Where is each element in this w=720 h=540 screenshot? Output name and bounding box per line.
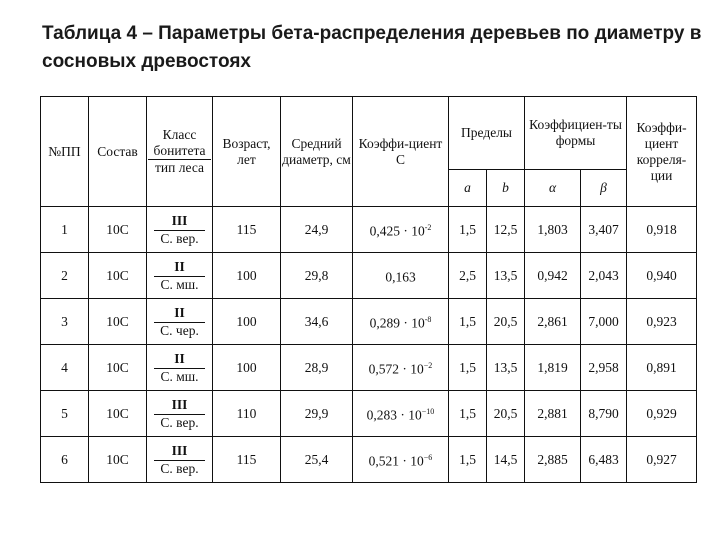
cell-num: 3 [41, 299, 89, 345]
cell-coef-c [353, 345, 449, 391]
cell-corr: 0,918 [627, 207, 697, 253]
cell-corr: 0,929 [627, 391, 697, 437]
header-class-top: Класс бонитета [153, 127, 206, 158]
cell-coef-c-base: 0,572 · 10 [368, 361, 424, 377]
cell-coef-c-exponent: -2 [424, 222, 432, 232]
cell-coef-c [353, 391, 449, 437]
cell-beta: 3,407 [581, 207, 627, 253]
cell-diameter: 29,8 [281, 253, 353, 299]
cell-coef-c [353, 437, 449, 483]
header-age: Возраст, лет [213, 97, 281, 207]
header-corr: Коэффи-циент корреля-ции [627, 97, 697, 207]
cell-alpha: 1,819 [525, 345, 581, 391]
table-row [41, 299, 697, 345]
header-composition: Состав [89, 97, 147, 207]
table-row [41, 253, 697, 299]
header-row [41, 97, 697, 170]
cell-alpha: 1,803 [525, 207, 581, 253]
cell-beta: 8,790 [581, 391, 627, 437]
header-limit-b: b [487, 170, 525, 207]
cell-composition: 10С [89, 391, 147, 437]
cell-class [147, 437, 213, 483]
cell-num: 2 [41, 253, 89, 299]
cell-num: 5 [41, 391, 89, 437]
cell-limit-a: 1,5 [449, 299, 487, 345]
cell-limit-a: 1,5 [449, 207, 487, 253]
cell-age: 115 [213, 207, 281, 253]
cell-class [147, 207, 213, 253]
cell-coef-c-base: 0,289 · 10 [369, 315, 425, 331]
cell-limit-a: 1,5 [449, 345, 487, 391]
cell-corr: 0,891 [627, 345, 697, 391]
page-title: Таблица 4 – Параметры бета-распределения деревьев по диаметру в сосновых древостоях [42, 23, 702, 72]
cell-age: 110 [213, 391, 281, 437]
cell-beta: 2,043 [581, 253, 627, 299]
cell-corr: 0,927 [627, 437, 697, 483]
cell-coef-c [353, 207, 449, 253]
cell-coef-c-base: 0,425 · 10 [369, 223, 425, 239]
cell-limit-b: 20,5 [487, 391, 525, 437]
header-class-bottom: тип леса [148, 159, 211, 176]
cell-age: 115 [213, 437, 281, 483]
cell-alpha: 2,885 [525, 437, 581, 483]
cell-age: 100 [213, 253, 281, 299]
cell-alpha: 0,942 [525, 253, 581, 299]
header-beta: β [581, 170, 627, 207]
cell-num: 4 [41, 345, 89, 391]
cell-alpha: 2,881 [525, 391, 581, 437]
cell-forest-type: С. мш. [154, 276, 205, 293]
table-body [41, 207, 697, 483]
cell-class [147, 299, 213, 345]
cell-composition: 10С [89, 299, 147, 345]
cell-diameter: 24,9 [281, 207, 353, 253]
header-num: №ПП [41, 97, 89, 207]
cell-forest-type: С. чер. [154, 322, 205, 339]
cell-num: 6 [41, 437, 89, 483]
cell-coef-c-base: 0,283 · 10 [366, 407, 422, 423]
header-form: Коэффициен-ты формы [525, 97, 627, 170]
cell-age: 100 [213, 345, 281, 391]
cell-forest-type: С. мш. [154, 368, 205, 385]
cell-coef-c-base: 0,521 · 10 [368, 453, 424, 469]
cell-class [147, 345, 213, 391]
cell-age: 100 [213, 299, 281, 345]
cell-diameter: 34,6 [281, 299, 353, 345]
cell-composition: 10С [89, 207, 147, 253]
cell-composition: 10С [89, 253, 147, 299]
cell-beta: 6,483 [581, 437, 627, 483]
cell-class [147, 253, 213, 299]
cell-limit-a: 1,5 [449, 391, 487, 437]
cell-class-value: III [171, 212, 188, 228]
cell-limit-b: 13,5 [487, 253, 525, 299]
table-row [41, 391, 697, 437]
cell-coef-c-base: 0,163 [385, 269, 416, 285]
cell-diameter: 25,4 [281, 437, 353, 483]
cell-coef-c-exponent: −6 [423, 452, 433, 462]
cell-class-value: II [174, 350, 185, 366]
cell-composition: 10С [89, 345, 147, 391]
cell-corr: 0,940 [627, 253, 697, 299]
header-limit-a: a [449, 170, 487, 207]
cell-composition: 10С [89, 437, 147, 483]
table-row [41, 345, 697, 391]
cell-class-value: III [171, 396, 188, 412]
cell-class-value: III [171, 442, 188, 458]
cell-limit-b: 13,5 [487, 345, 525, 391]
cell-limit-b: 14,5 [487, 437, 525, 483]
cell-coef-c-exponent: −2 [423, 360, 433, 370]
cell-coef-c-exponent: -8 [424, 314, 432, 324]
cell-coef-c-exponent: −10 [421, 406, 435, 416]
table-row [41, 207, 697, 253]
parameters-table [40, 96, 697, 483]
cell-forest-type: С. вер. [154, 460, 205, 477]
header-diameter: Средний диаметр, см [281, 97, 353, 207]
cell-coef-c [353, 299, 449, 345]
cell-num: 1 [41, 207, 89, 253]
cell-class [147, 391, 213, 437]
cell-forest-type: С. вер. [154, 230, 205, 247]
cell-corr: 0,923 [627, 299, 697, 345]
header-class [147, 97, 213, 207]
header-alpha: α [525, 170, 581, 207]
header-coef-c: Коэффи-циент С [353, 97, 449, 207]
cell-class-value: II [174, 304, 185, 320]
cell-class-value: II [174, 258, 185, 274]
cell-beta: 2,958 [581, 345, 627, 391]
cell-limit-b: 12,5 [487, 207, 525, 253]
cell-limit-a: 1,5 [449, 437, 487, 483]
header-limits: Пределы [449, 97, 525, 170]
cell-alpha: 2,861 [525, 299, 581, 345]
cell-limit-a: 2,5 [449, 253, 487, 299]
cell-beta: 7,000 [581, 299, 627, 345]
cell-limit-b: 20,5 [487, 299, 525, 345]
cell-coef-c [353, 253, 449, 299]
cell-diameter: 29,9 [281, 391, 353, 437]
cell-diameter: 28,9 [281, 345, 353, 391]
cell-forest-type: С. вер. [154, 414, 205, 431]
table-row [41, 437, 697, 483]
